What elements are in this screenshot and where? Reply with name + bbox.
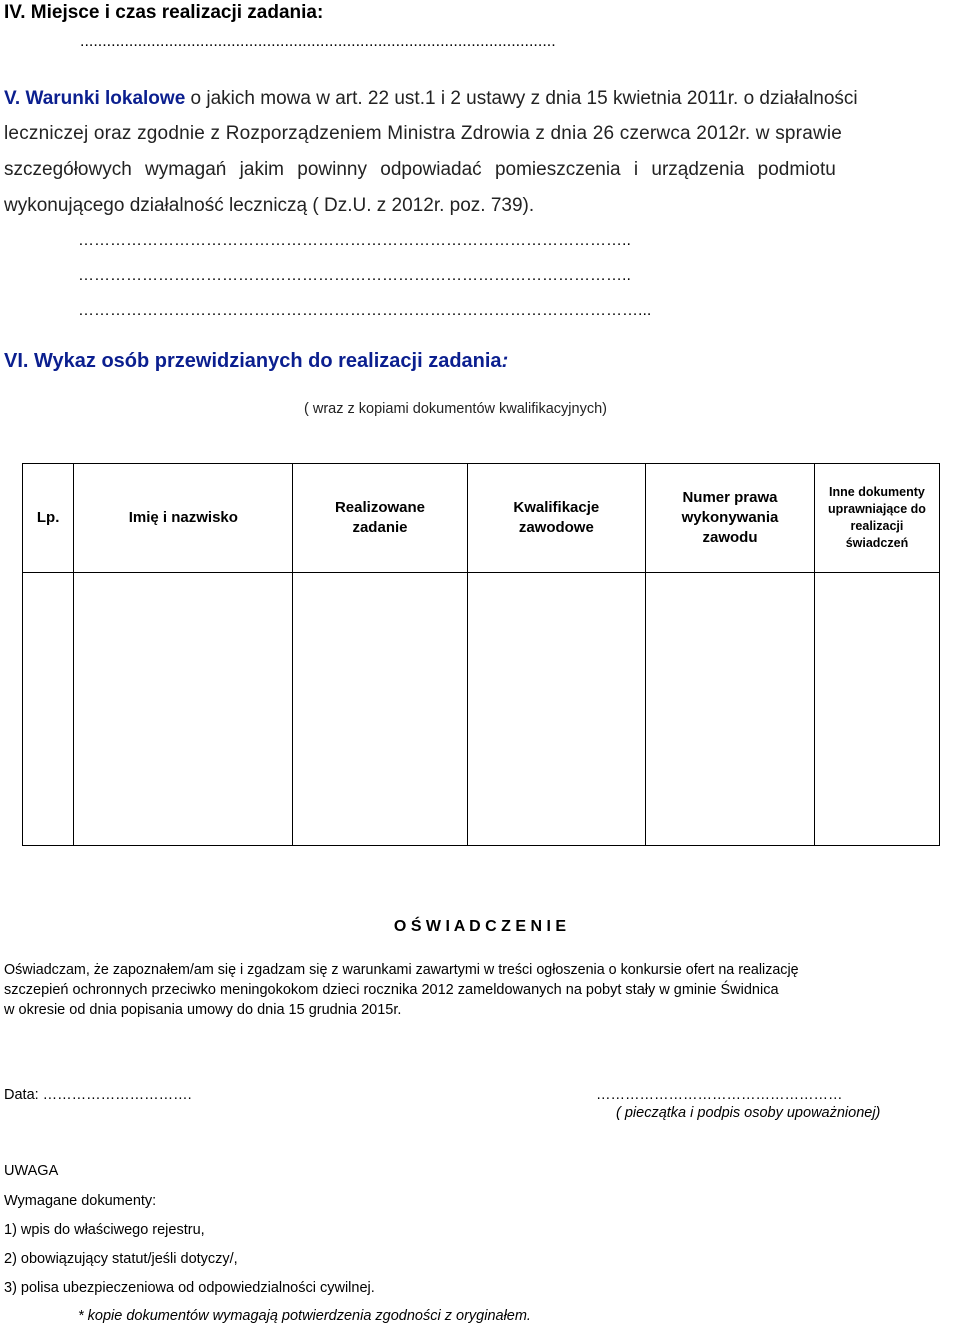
section-6-subtitle: ( wraz z kopiami dokumentów kwalifikacyjnych)	[304, 401, 607, 417]
footnote: * kopie dokumentów wymagają potwierdzenia zgodności z oryginałem.	[78, 1308, 531, 1324]
section-5-line-2: leczniczej oraz zgodnie z Rozporządzeniem Ministra Zdrowia z dnia 26 czerwca 2012r. w sprawie	[4, 123, 843, 144]
section-5-line-1	[4, 88, 858, 110]
col-header-license-number: Numer prawa wykonywania zawodu	[646, 464, 815, 573]
notice-title: UWAGA	[4, 1163, 59, 1179]
declaration-line-3: w okresie od dnia popisania umowy do dnia 15 grudnia 2015r.	[4, 1002, 402, 1018]
declaration-line-1: Oświadczam, że zapoznałem/am się i zgadzam się z warunkami zawartymi w treści ogłoszenia o konkursie ofert na realizację	[4, 962, 799, 978]
section-6-title	[4, 350, 508, 373]
cell-name[interactable]	[74, 573, 293, 846]
signature-dots[interactable]: ……………………………………………	[596, 1087, 843, 1103]
section-4-title: IV. Miejsce i czas realizacji zadania:	[4, 2, 324, 23]
table-row	[23, 573, 940, 846]
list-item: 2) obowiązujący statut/jeśli dotyczy/,	[4, 1251, 238, 1267]
personnel-table	[22, 463, 940, 846]
signature-caption: ( pieczątka i podpis osoby upoważnionej)	[616, 1105, 881, 1121]
section-6-title-text: VI. Wykaz osób przewidzianych do realizacji zadania	[4, 350, 502, 372]
section-5-dots-1: …………………………………………………………………………………………..	[78, 232, 631, 249]
col-header-other-documents: Inne dokumenty uprawniające do realizacji świadczeń	[814, 464, 939, 573]
cell-lp[interactable]	[23, 573, 74, 846]
required-documents-label: Wymagane dokumenty:	[4, 1193, 157, 1209]
section-5-dots-2: …………………………………………………………………………………………..	[78, 267, 631, 284]
section-6-title-colon: :	[501, 350, 509, 372]
col-header-task: Realizowane zadanie	[293, 464, 467, 573]
cell-task[interactable]	[293, 573, 467, 846]
col-header-lp: Lp.	[23, 464, 74, 573]
section-5-heading: V. Warunki lokalowe	[4, 88, 186, 109]
section-4-dots: ...........................................................................................................	[80, 33, 556, 50]
declaration-text	[4, 960, 959, 1020]
section-5-line-4: wykonującego działalność leczniczą ( Dz.U. z 2012r. poz. 739).	[4, 195, 535, 216]
col-header-name: Imię i nazwisko	[74, 464, 293, 573]
cell-other-documents[interactable]	[814, 573, 939, 846]
list-item: 1) wpis do właściwego rejestru,	[4, 1222, 205, 1238]
list-item: 3) polisa ubezpieczeniowa od odpowiedzialności cywilnej.	[4, 1280, 375, 1296]
section-5-line-1-rest: o jakich mowa w art. 22 ust.1 i 2 ustawy z dnia 15 kwietnia 2011r. o działalności	[185, 88, 858, 109]
table-header-row	[23, 464, 940, 573]
col-header-qualifications: Kwalifikacje zawodowe	[467, 464, 645, 573]
declaration-line-2: szczepień ochronnych przeciwko meningokokom dzieci rocznika 2012 zameldowanych na pobyt stały w gminie Świdnica	[4, 982, 779, 998]
section-5-line-3: szczegółowych wymagań jakim powinny odpowiadać pomieszczenia i urządzenia podmiotu	[4, 159, 836, 180]
cell-license-number[interactable]	[646, 573, 815, 846]
date-field[interactable]: Data: ………………………….	[4, 1087, 192, 1103]
declaration-title: O Ś W I A D C Z E N I E	[393, 918, 567, 935]
section-5-dots-3: ……………………………………………………………………………………………...	[78, 302, 652, 319]
cell-qualifications[interactable]	[467, 573, 645, 846]
